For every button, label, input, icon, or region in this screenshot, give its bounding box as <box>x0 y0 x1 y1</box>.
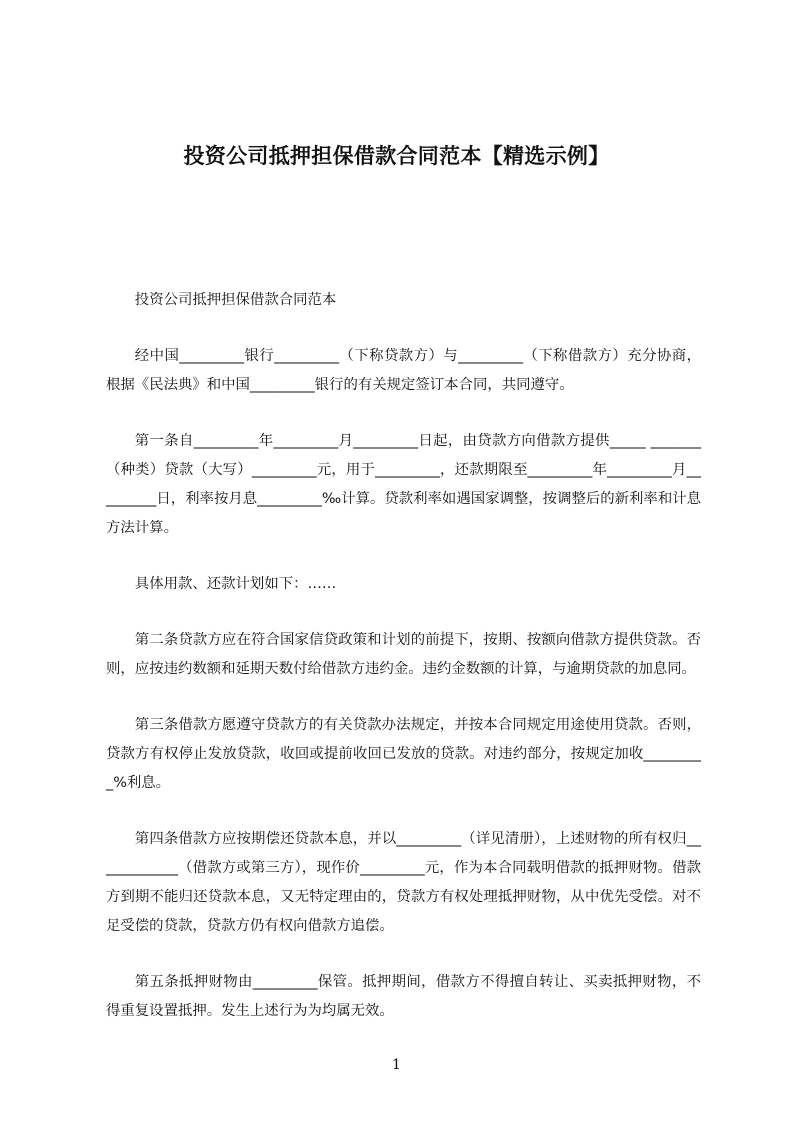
document-body <box>106 286 701 1053</box>
repayment-plan-paragraph: 具体用款、还款计划如下：…… <box>134 576 337 592</box>
article-4-paragraph: 第四条借款方应按期偿还贷款本息，并以_________（详见清册），上述财物的所有权归____________（借款方或第三方），现作价_________元，作为本合同载明借款的抵押财物。借款方到期不能归还贷款本息，又无特定理由的，贷款方有权处理抵押财物，从中优先受偿。对不足受偿的贷款，贷款方仍有权向借款方追偿。 <box>106 831 701 934</box>
article-5-paragraph: 第五条抵押财物由_________保管。抵押期间，借款方不得擅自转让、买卖抵押财物，不得重复设置抵押。发生上述行为为均属无效。 <box>106 974 701 1019</box>
preamble-paragraph: 经中国_________银行_________（下称贷款方）与_________（下称借款方）充分协商，根据《民法典》和中国_________银行的有关规定签订本合同，共同遵守。 <box>106 348 701 393</box>
page-number: 1 <box>392 1057 401 1073</box>
contract-subtitle: 投资公司抵押担保借款合同范本 <box>134 292 337 308</box>
article-1-paragraph: 第一条自_________年_________月_________日起，由贷款方向借款方提供_____ _______（种类）贷款（大写）_________元，用于_________，还款期限至_________年_________月_________日，利率按月息_________‰计算。贷款利率如遇国家调整，按调整后的新利率和计息方法计算。 <box>106 433 701 536</box>
document-title: 投资公司抵押担保借款合同范本【精选示例】 <box>183 144 610 168</box>
article-3-paragraph: 第三条借款方愿遵守贷款方的有关贷款办法规定，并按本合同规定用途使用贷款。否则，贷款方有权停止发放贷款，收回或提前收回已发放的贷款。对违约部分，按规定加收_________%利息。 <box>106 717 701 791</box>
article-2-paragraph: 第二条贷款方应在符合国家信贷政策和计划的前提下，按期、按额向借款方提供贷款。否则，应按违约数额和延期天数付给借款方违约金。违约金数额的计算，与逾期贷款的加息同。 <box>106 632 701 677</box>
